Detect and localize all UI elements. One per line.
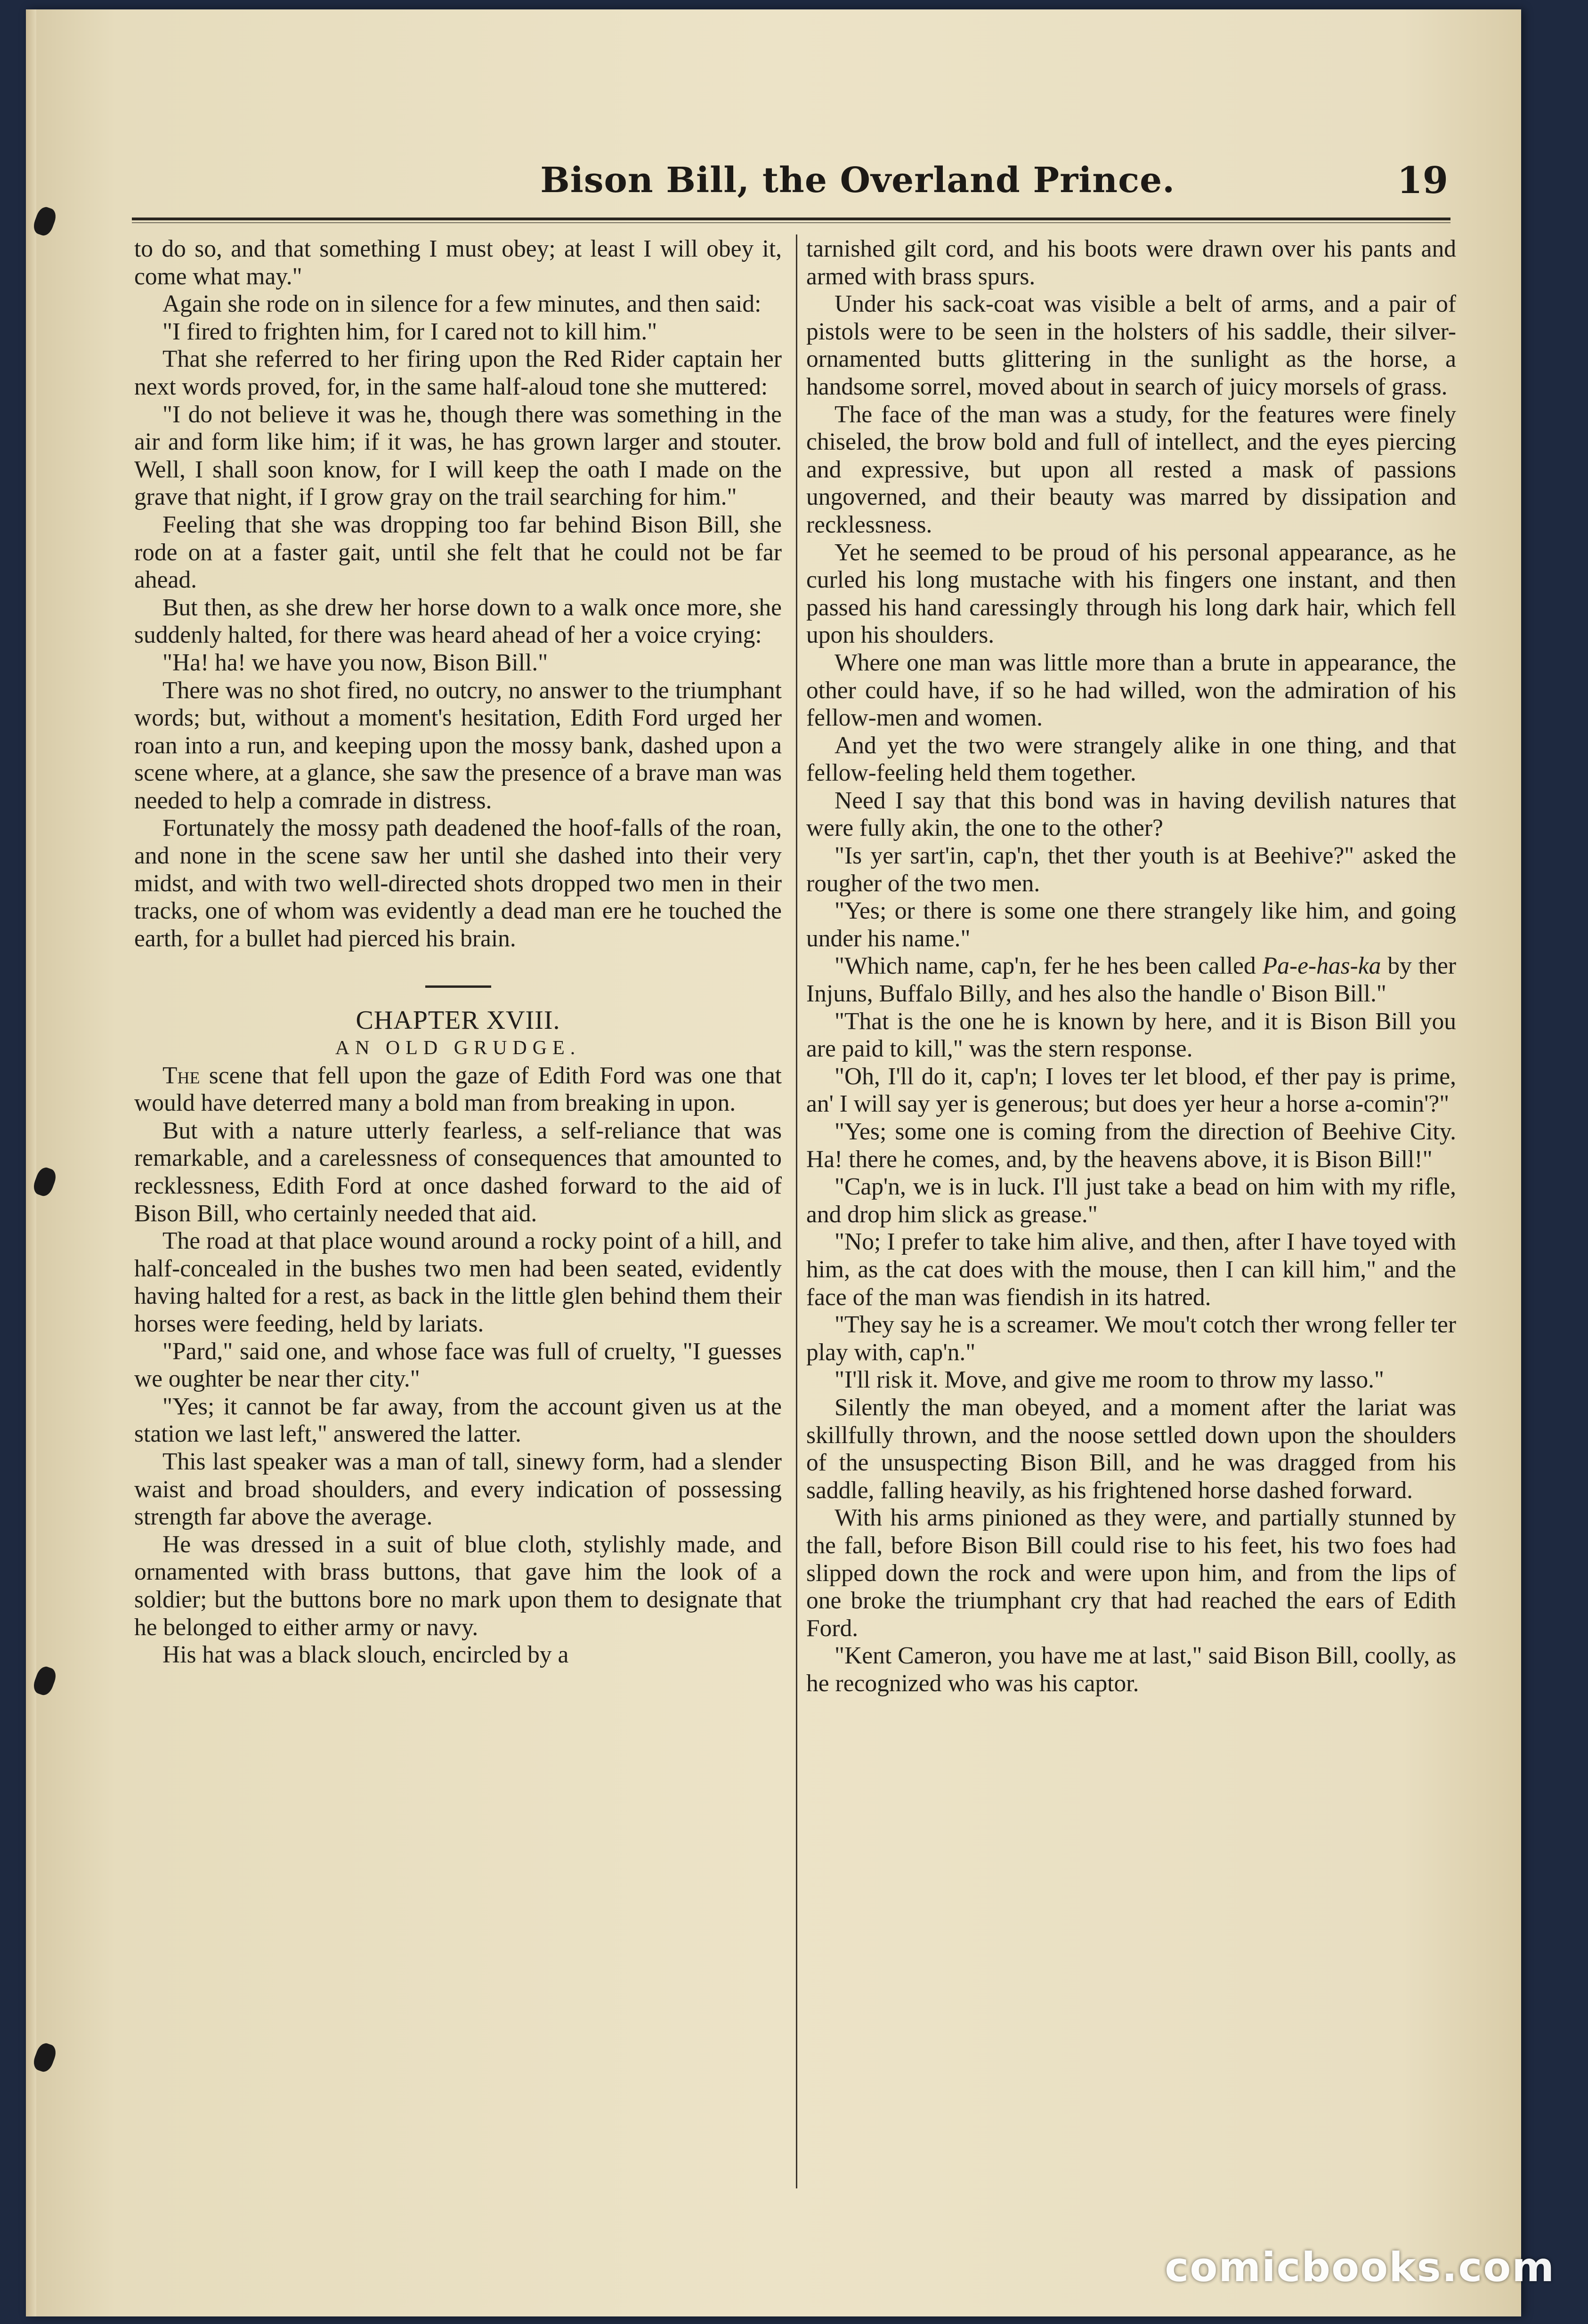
paragraph: "Yes; some one is coming from the direction of Beehive City. Ha! there he comes, and, by the heavens above, it is Bison Bill!" (806, 1118, 1456, 1173)
paragraph: Silently the man obeyed, and a moment after the lariat was skillfully thrown, and the noose settled down upon the shoulders of the unsuspecting Bison Bill, and he was dragged from his saddle, falling heavily, as his frightened horse dashed forward. (806, 1394, 1456, 1504)
paragraph: Need I say that this bond was in having devilish natures that were fully akin, the one to the other? (806, 787, 1456, 842)
paragraph: "No; I prefer to take him alive, and then, after I have toyed with him, as the cat does with the mouse, then I can kill him," and the face of the man was fiendish in its hatred. (806, 1228, 1456, 1311)
section-divider (425, 985, 491, 988)
site-watermark: comicbooks.com (1165, 2244, 1555, 2291)
opening-text: scene that fell upon the gaze of Edith Ford was one that would have deterred many a bold man from breaking in upon. (134, 1062, 782, 1117)
paragraph: "Is yer sart'in, cap'n, thet ther youth is at Beehive?" asked the rougher of the two men. (806, 842, 1456, 897)
column-divider (796, 234, 797, 2188)
paragraph: tarnished gilt cord, and his boots were drawn over his pants and armed with brass spurs. (806, 235, 1456, 290)
paragraph: "I do not believe it was he, though there was something in the air and form like him; if it was, he has grown larger and stouter. Well, I shall soon know, for I will keep the oath I made on the grave that night, if I grow gray on the trail searching for him." (134, 401, 782, 511)
paragraph: "Yes; or there is some one there strangely like him, and going under his name." (806, 897, 1456, 952)
paragraph: "Oh, I'll do it, cap'n; I loves ter let blood, ef ther pay is prime, an' I will say yer is generous; but does yer heur a horse a-comin'?" (806, 1063, 1456, 1118)
paragraph: This last speaker was a man of tall, sinewy form, had a slender waist and broad shoulders, and every indication of possessing strength far above the average. (134, 1448, 782, 1531)
chapter-heading: CHAPTER XVIII. (356, 1006, 560, 1035)
opening-word: The (162, 1062, 200, 1089)
paragraph: Under his sack-coat was visible a belt of arms, and a pair of pistols were to be seen in the holsters of his saddle, their silver-ornamented butts glittering in the sunlight as the horse, a handsome sorrel, moved about in search of juicy morsels of grass. (806, 290, 1456, 400)
paragraph: "That is the one he is known by here, and it is Bison Bill you are paid to kill," was the stern response. (806, 1008, 1456, 1063)
paragraph: There was no shot fired, no outcry, no answer to the triumphant words; but, without a moment's hesitation, Edith Ford urged her roan into a run, and keeping upon the mossy bank, dashed upon a scene where, at a glance, she saw the presence of a brave man was needed to help a comrade in distress. (134, 677, 782, 814)
paragraph: With his arms pinioned as they were, and partially stunned by the fall, before Bison Bill could rise to his feet, his two foes had slipped down the rock and were upon him, and from the lips of one broke the triumphant cry that had reached the ears of Edith Ford. (806, 1504, 1456, 1642)
right-column (806, 235, 1456, 2203)
chapter-subtitle: AN OLD GRUDGE. (335, 1037, 581, 1059)
text-segment: by ther Injuns, Buffalo Billy, and hes also the handle o' Bison Bill." (806, 952, 1456, 1008)
header-rule (132, 218, 1450, 220)
paragraph: "Cap'n, we is in luck. I'll just take a bead on him with my rifle, and drop him slick as grease." (806, 1173, 1456, 1228)
text-segment: "Which name, cap'n, fer he hes been called (835, 952, 1263, 980)
paragraph: "Yes; it cannot be far away, from the account given us at the station we last left," answered the latter. (134, 1393, 782, 1448)
paragraph: "Pard," said one, and whose face was full of cruelty, "I guesses we oughter be near ther city." (134, 1338, 782, 1393)
paragraph: His hat was a black slouch, encircled by a (162, 1641, 569, 1669)
paragraph: "I fired to frighten him, for I cared not to kill him." (162, 318, 657, 345)
page-number: 19 (1397, 159, 1448, 202)
paragraph: "Kent Cameron, you have me at last," said Bison Bill, coolly, as he recognized who was his captor. (806, 1642, 1456, 1697)
paragraph: But then, as she drew her horse down to a walk once more, she suddenly halted, for there was heard ahead of her a voice crying: (134, 594, 782, 649)
paragraph: "Ha! ha! we have you now, Bison Bill." (162, 649, 548, 676)
paragraph: Again she rode on in silence for a few minutes, and then said: (162, 290, 762, 318)
paragraph: Feeling that she was dropping too far behind Bison Bill, she rode on at a faster gait, until she felt that he could not be far ahead. (134, 511, 782, 594)
running-header (118, 151, 1458, 207)
paragraph: But with a nature utterly fearless, a self-reliance that was remarkable, and a carelessness of consequences that amounted to recklessness, Edith Ford at once dashed forward to the aid of Bison Bill, who certainly needed that aid. (134, 1117, 782, 1227)
chapter-opening-paragraph (134, 1062, 782, 1117)
paragraph: And yet the two were strangely alike in one thing, and that fellow-feeling held them together. (806, 732, 1456, 787)
paragraph: "I'll risk it. Move, and give me room to throw my lasso." (835, 1366, 1385, 1394)
paragraph: The face of the man was a study, for the features were finely chiseled, the brow bold and full of intellect, and the eyes piercing and expressive, but upon all rested a mask of passions ungoverned, and their beauty was marred by dissipation and recklessness. (806, 401, 1456, 538)
paragraph: Yet he seemed to be proud of his personal appearance, as he curled his long mustache with his fingers one instant, and then passed his hand caressingly through his long dark hair, which fell upon his shoulders. (806, 539, 1456, 649)
paragraph: to do so, and that something I must obey; at least I will obey it, come what may." (134, 235, 782, 290)
left-column (134, 235, 782, 2203)
header-rule-thin (132, 222, 1450, 223)
paragraph: "They say he is a screamer. We mou't cotch ther wrong feller ter play with, cap'n." (806, 1311, 1456, 1366)
paragraph: Fortunately the mossy path deadened the hoof-falls of the roan, and none in the scene saw her until she dashed into their very midst, and with two well-directed shots dropped two men in their tracks, one of whom was evidently a dead man ere he touched the earth, for a bullet had pierced his brain. (134, 815, 782, 952)
paragraph: The road at that place wound around a rocky point of a hill, and half-concealed in the bushes two men had been seated, evidently having halted for a rest, as back in the little glen behind them their horses were feeding, held by lariats. (134, 1227, 782, 1337)
paragraph: That she referred to her firing upon the Red Rider captain her next words proved, for, in the same half-aloud tone she muttered: (134, 346, 782, 400)
italic-name: Pa-e-has-ka (1262, 952, 1381, 980)
paragraph: He was dressed in a suit of blue cloth, stylishly made, and ornamented with brass buttons, that gave him the look of a soldier; but the buttons bore no mark upon them to designate that he belonged to either army or navy. (134, 1531, 782, 1641)
running-title: Bison Bill, the Overland Prince. (540, 160, 1175, 201)
paragraph-with-italic (806, 952, 1456, 1008)
page-binding (26, 9, 36, 2316)
paragraph: Where one man was little more than a brute in appearance, the other could have, if so he had willed, won the admiration of his fellow-men and women. (806, 649, 1456, 732)
